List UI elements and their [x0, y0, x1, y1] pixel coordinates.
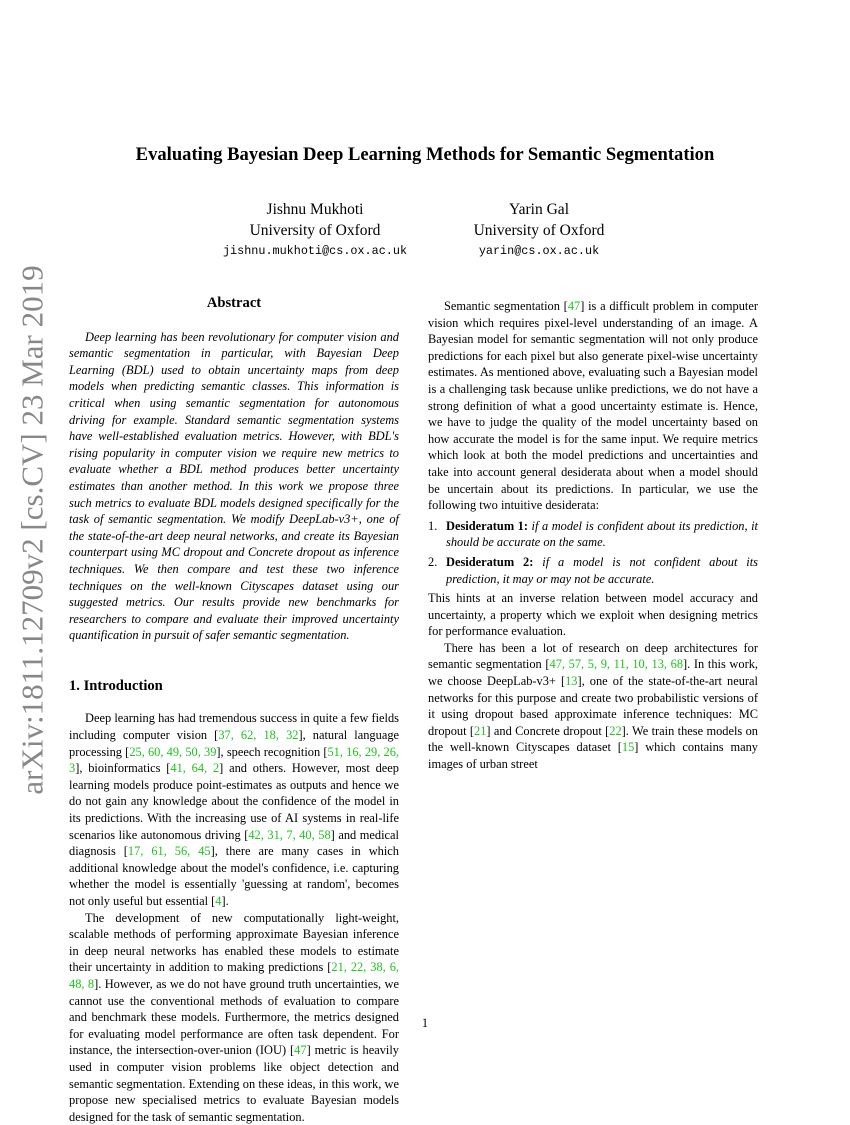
intro-paragraph-2: The development of new computationally light-weight, scalable methods of performing approximate Bayesian inference in deep neural networks has enabled these models to estimate their uncertainty in addition to making predictions [21, 22, 38, 6, 48, 8]. However, as we do not have ground truth uncertainties, we cannot use the conventional methods of evaluation to compare and benchmark these models. Furthermore, the metrics designed for evaluating model performance are often task dependent. For instance, the intersection-over-union (IOU) [47] metric is heavily used in computer vision problems like object detection and semantic segmentation. Extending on these ideas, in this work, we propose new specialised metrics to evaluate Bayesian models designed for the task of semantic segmentation. [69, 910, 399, 1124]
citation-link[interactable]: 25, 60, 49, 50, 39 [129, 744, 217, 759]
author-affiliation: University of Oxford [249, 222, 381, 239]
citation-link[interactable]: 47 [567, 299, 581, 313]
paper-title: Evaluating Bayesian Deep Learning Methods for Semantic Segmentation [135, 144, 715, 165]
author-block-1 [215, 199, 415, 261]
author-affiliation: University of Oxford [473, 222, 605, 239]
arxiv-identifier-stamp [8, 265, 58, 795]
arxiv-identifier-text: arXiv:1811.12709v2 [cs.CV] 23 Mar 2019 [15, 265, 51, 795]
intro-paragraph-5: There has been a lot of research on deep architectures for semantic segmentation [47, 57, 5, 9, 11, 10, 13, 68]. In this work, we choose DeepLab-v3+ [13], one of the state-of-the-art neural networks for this purpose and create two probabilistic versions of it using dropout based approximate inference techniques: MC dropout [21] and Concrete dropout [22]. We train these models on the well-known Cityscapes dataset [15] which contains many images of urban street [428, 640, 758, 772]
list-item: 1. Desideratum 1: if a model is confident about its prediction, it should be accurate on the same. [428, 518, 758, 550]
left-column [69, 295, 399, 1125]
intro-paragraph-1: Deep learning has had tremendous success in quite a few fields including computer vision [37, 62, 18, 32], natural language processing [25, 60, 49, 50, 39], speech recognition [51, 16, 29, 26, 3], bioinformatics [41, 64, 2] and others. However, most deep learning models produce point-estimates as outputs and hence we do not gain any knowledge about the confidence of the model in its predictions. With the increasing use of AI systems in real-life scenarios like autonomous driving [42, 31, 7, 40, 58] and medical diagnosis [17, 61, 56, 45], there are many cases in which additional knowledge about the model's confidence, i.e. capturing whether the model is essentially 'guessing at random', becomes not only useful but essential [4]. [69, 711, 400, 908]
author-email[interactable]: jishnu.mukhoti@cs.ox.ac.uk [222, 244, 408, 258]
citation-link[interactable]: 13 [565, 674, 578, 689]
intro-paragraph-3: Semantic segmentation [47] is a difficult problem in computer vision which requires pixel-level understanding of an image. A Bayesian model for semantic segmentation will not only produce predictions for each pixel but also generate pixel-wise uncertainty estimates. As mentioned above, evaluating such a Bayesian model is a challenging task because unlike predictions, we do not have a strong definition of what a good uncertainty estimate is. Hence, we have to judge the quality of the model uncertainty based on how accurate the model is for the same input. We require metrics which look at both the model predictions and uncertainties and take into account general desiderata about when a model should be uncertain about its predictions. In particular, we use the following two intuitive desiderata: [428, 299, 759, 513]
citation-link[interactable]: 17, 61, 56, 45 [127, 844, 211, 859]
author-name: Jishnu Mukhoti [266, 201, 364, 218]
abstract-heading: Abstract [206, 295, 262, 311]
abstract-text: Deep learning has been revolutionary for computer vision and semantic segmentation in particular, with Bayesian Deep Learning (BDL) used to obtain uncertainty maps from deep models when predicting semantic classes. This information is critical when using semantic segmentation for autonomous driving for example. Standard semantic segmentation systems have well-established evaluation metrics. However, with BDL's rising popularity in computer vision we require new metrics to evaluate whether a BDL method produces better uncertainty estimates than another method. In this work we propose three such metrics to evaluate BDL models designed specifically for the task of semantic segmentation. We modify DeepLab-v3+, one of the state-of-the-art deep neural networks, and create its Bayesian counterpart using MC dropout and Concrete dropout as inference techniques. We then compare and test these two inference techniques on the well-known Cityscapes dataset using our suggested metrics. Our results provide new benchmarks for researchers to compare and evaluate their improved uncertainty quantification in pursuit of safer semantic segmentation. [69, 329, 399, 643]
citation-link[interactable]: 51, 16, 29, 26, 3 [69, 744, 400, 776]
section-heading-introduction: 1. Introduction [69, 677, 163, 694]
citation-link[interactable]: 21 [474, 723, 487, 738]
page-number: 1 [421, 1016, 429, 1030]
citation-link[interactable]: 37, 62, 18, 32 [218, 728, 299, 743]
citation-link[interactable]: 41, 64, 2 [170, 761, 220, 776]
author-block-2 [439, 199, 639, 261]
desiderata-list [428, 518, 758, 587]
author-name: Yarin Gal [509, 201, 569, 218]
citation-link[interactable]: 21, 22, 38, 6, 48, 8 [69, 960, 399, 991]
list-item: 2. Desideratum 2: if a model is not confident about its prediction, it may or may not be accurate. [428, 554, 759, 586]
citation-link[interactable]: 47, 57, 5, 9, 11, 10, 13, 68 [549, 657, 684, 672]
citation-link[interactable]: 47 [294, 1043, 307, 1058]
right-column [428, 298, 758, 773]
citation-link[interactable]: 42, 31, 7, 40, 58 [248, 827, 331, 842]
citation-link[interactable]: 4 [215, 894, 222, 908]
citation-link[interactable]: 15 [621, 740, 635, 755]
author-email[interactable]: yarin@cs.ox.ac.uk [478, 244, 600, 258]
citation-link[interactable]: 22 [609, 723, 622, 738]
intro-paragraph-4: This hints at an inverse relation between model accuracy and uncertainty, a property which we exploit when designing metrics for performance evaluation. [428, 591, 758, 639]
